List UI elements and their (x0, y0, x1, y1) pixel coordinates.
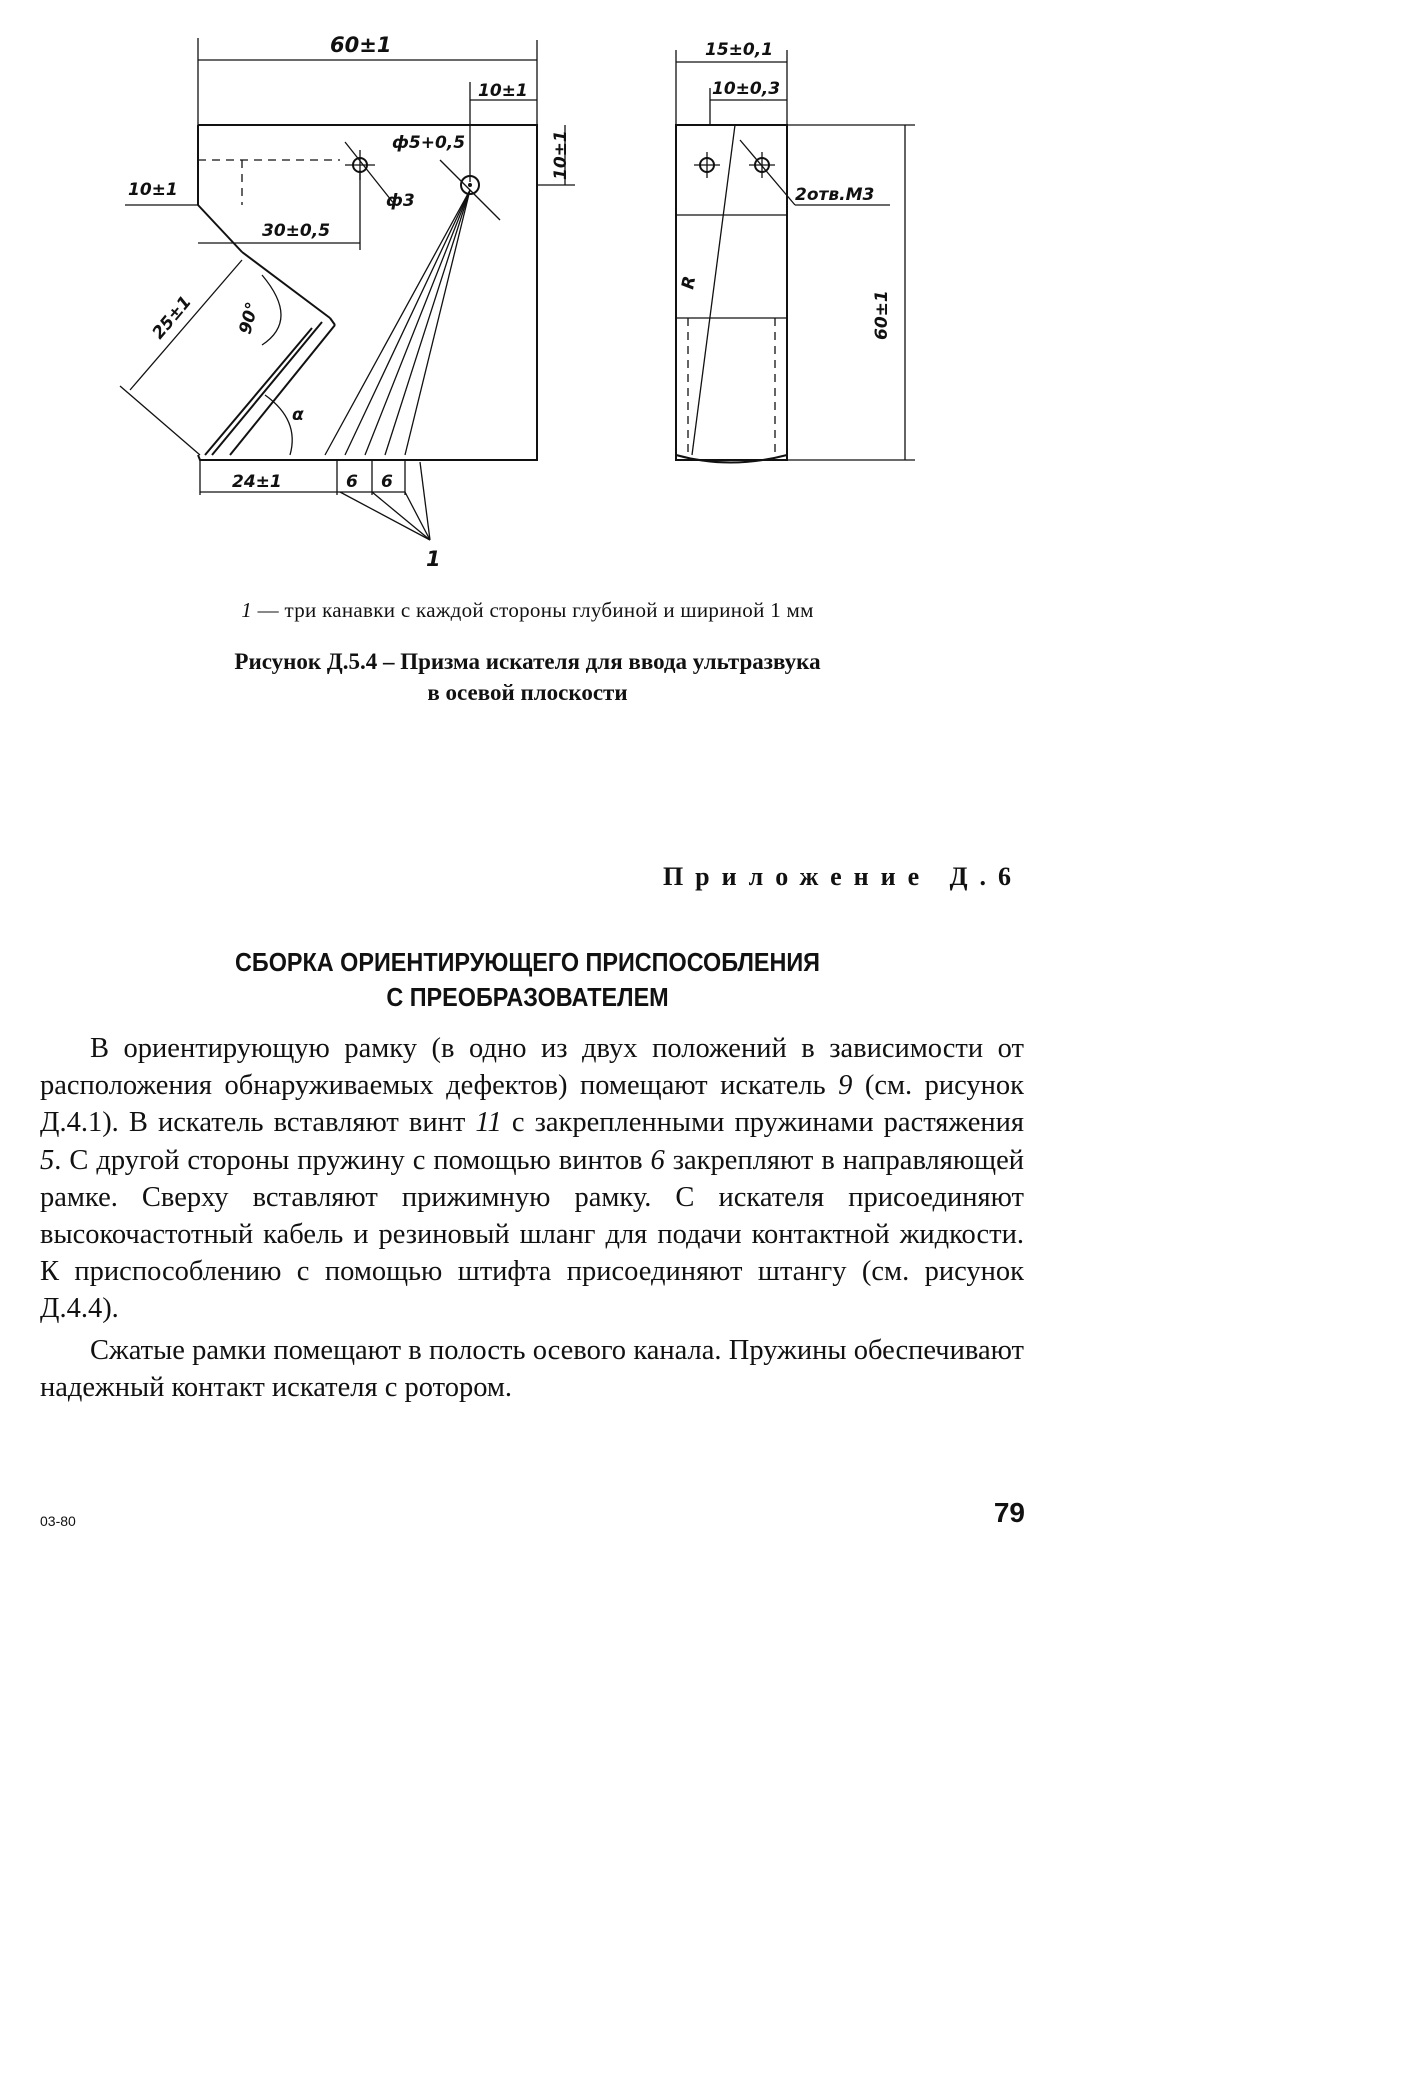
appendix-label: Приложение Д.6 (662, 862, 1023, 891)
footer-code: 03-80 (40, 1513, 76, 1529)
thread-label: 2отв.М3 (795, 185, 875, 205)
angle-90: 90° (235, 300, 264, 337)
dim-25: 25±1 (148, 292, 196, 344)
prism-drawing (0, 0, 1055, 580)
angle-alpha: α (292, 405, 304, 425)
figure-caption (0, 646, 1055, 708)
dim-10-left: 10±1 (128, 180, 178, 200)
figure-legend (0, 598, 1055, 623)
dim-60-right: 60±1 (872, 290, 892, 340)
legend-number: 1 (241, 598, 253, 622)
section-title-line-1: СБОРКА ОРИЕНТИРУЮЩЕГО ПРИСПОСОБЛЕНИЯ (234, 947, 821, 977)
callout-1: 1 (426, 547, 441, 571)
page-number: 79 (993, 1497, 1025, 1528)
caption-line-1: Рисунок Д.5.4 – Призма искателя для ввода ультразвука (234, 649, 821, 674)
prism-front-view (120, 33, 575, 571)
dim-6b: 6 (381, 472, 393, 492)
dim-15: 15±0,1 (705, 40, 774, 60)
dim-10-right: 10±1 (551, 130, 571, 180)
dim-6a: 6 (346, 472, 358, 492)
section-title (53, 945, 1003, 1015)
dim-10-03: 10±0,3 (712, 79, 781, 99)
dim-60-top: 60±1 (330, 33, 392, 57)
dim-hole-5: ф5+0,5 (392, 133, 466, 153)
dim-24: 24±1 (232, 472, 282, 492)
caption-line-2: в осевой плоскости (427, 680, 628, 705)
radius-label: R (678, 274, 701, 291)
paragraph-1: В ориентирующую рамку (в одно из двух положений в зависимости от расположения обнаруживаемых дефектов) помещают искатель 9 (см. рисунок Д.4.1). В искатель вставляют винт 11 с закрепленными пружинами растяжения 5. С другой стороны пружину с помощью винтов 6 закрепляют в направляющей рамке. Сверху вставляют прижимную рамку. С искателя присоединяют высокочастотный кабель и резиновый шланг для подачи контактной жидкости. К приспособлению с помощью штифта присоединяют штангу (см. рисунок Д.4.4). (40, 1033, 1024, 1325)
section-title-line-2: С ПРЕОБРАЗОВАТЕЛЕМ (386, 982, 669, 1012)
body-text (40, 1030, 1024, 1406)
prism-side-view (676, 40, 915, 463)
paragraph-2: Сжатые рамки помещают в полость осевого канала. Пружины обеспечивают надежный контакт искателя с ротором. (40, 1334, 1024, 1403)
dim-hole-3: ф3 (386, 191, 415, 211)
dim-10-top: 10±1 (478, 81, 528, 101)
dim-30: 30±0,5 (262, 221, 331, 241)
legend-text: — три канавки с каждой стороны глубиной и шириной 1 мм (252, 598, 814, 622)
